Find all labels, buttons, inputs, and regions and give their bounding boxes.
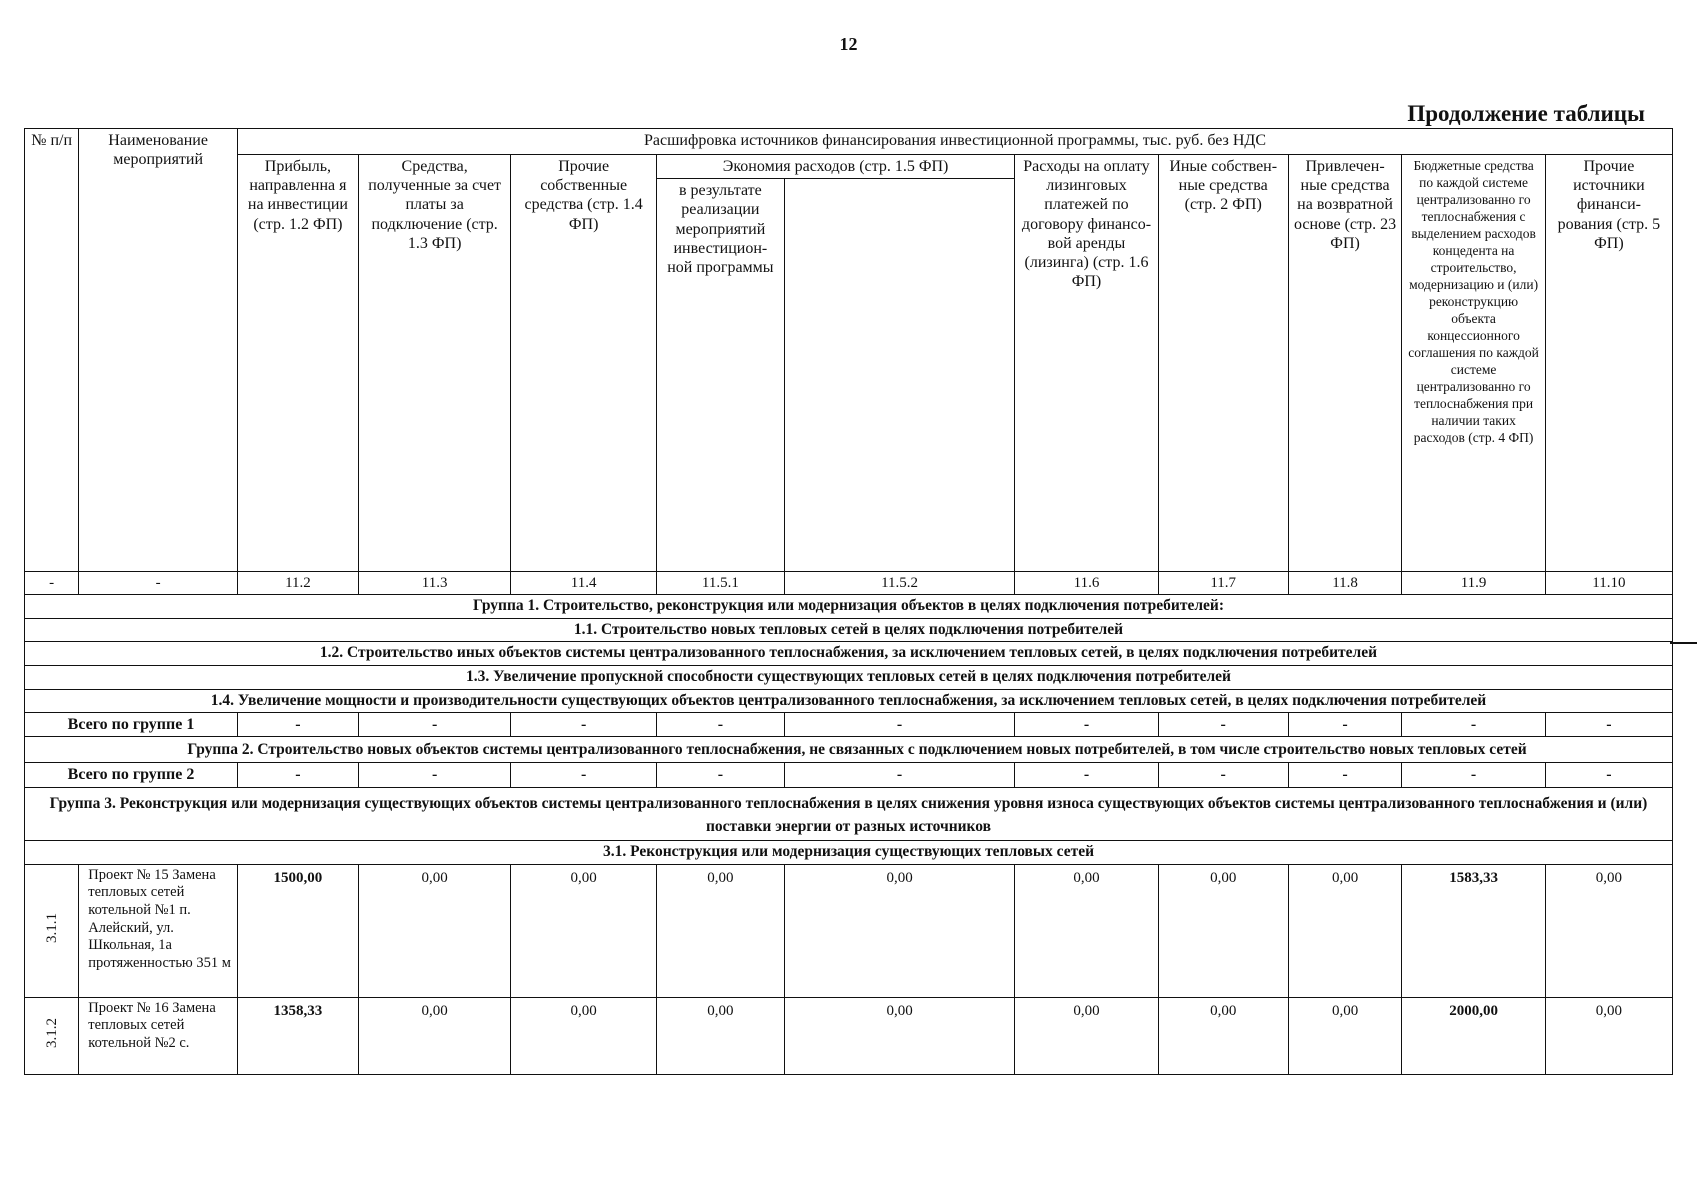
- total2-cell: -: [238, 763, 359, 787]
- header-other-sources: Прочие источники финанси- рования (стр. 5 ФП): [1545, 155, 1672, 572]
- margin-mark: [1670, 642, 1697, 644]
- value-savings-1: 0,00: [656, 997, 784, 1074]
- total2-cell: -: [358, 763, 511, 787]
- header-savings: Экономия расходов (стр. 1.5 ФП): [656, 155, 1014, 179]
- colnum-10: 11.8: [1288, 572, 1402, 595]
- continuation-label: Продолжение таблицы: [1407, 101, 1645, 126]
- financing-table: [24, 128, 1673, 1075]
- section-1-1: 1.1. Строительство новых тепловых сетей в целях подключения потребителей: [25, 618, 1673, 642]
- header-group-title: Расшифровка источников финансирования инвестиционной программы, тыс. руб. без НДС: [238, 129, 1673, 155]
- total2-cell: -: [1158, 763, 1288, 787]
- row-number-text: 3.1.2: [43, 1018, 60, 1049]
- row-name: Проект № 16 Замена тепловых сетей котельной №2 с.: [79, 997, 238, 1074]
- total1-cell: -: [784, 713, 1014, 737]
- header-profit: Прибыль, направленна я на инвестиции (стр. 1.2 ФП): [238, 155, 359, 572]
- total2-cell: -: [1545, 763, 1672, 787]
- header-borrowed: Привлечен- ные средства на возвратной основе (стр. 23 ФП): [1288, 155, 1402, 572]
- total1-cell: -: [238, 713, 359, 737]
- total2-cell: -: [1402, 763, 1545, 787]
- total1-cell: -: [511, 713, 656, 737]
- section-group2: Группа 2. Строительство новых объектов системы централизованного теплоснабжения, не связанных с подключением новых потребителей, в том числе строительство новых тепловых сетей: [25, 737, 1673, 763]
- colnum-11: 11.9: [1402, 572, 1545, 595]
- total1-cell: -: [656, 713, 784, 737]
- section-group1: Группа 1. Строительство, реконструкция или модернизация объектов в целях подключения потребителей:: [25, 595, 1673, 619]
- value-borrowed: 0,00: [1288, 997, 1402, 1074]
- total-group1-label: Всего по группе 1: [25, 713, 238, 737]
- value-connection: 0,00: [358, 864, 511, 997]
- value-leasing: 0,00: [1015, 997, 1158, 1074]
- row-number-text: 3.1.1: [43, 913, 60, 944]
- value-profit: 1500,00: [238, 864, 359, 997]
- header-other-own: Прочие собственные средства (стр. 1.4 ФП): [511, 155, 656, 572]
- header-name: Наименование мероприятий: [79, 129, 238, 572]
- total2-cell: -: [656, 763, 784, 787]
- total2-cell: -: [1015, 763, 1158, 787]
- total1-cell: -: [358, 713, 511, 737]
- section-3-1: 3.1. Реконструкция или модернизация существующих тепловых сетей: [25, 841, 1673, 865]
- value-other-own2: 0,00: [1158, 864, 1288, 997]
- header-savings-sub1: в результате реализации мероприятий инвестицион- ной программы: [656, 179, 784, 572]
- header-budget: Бюджетные средства по каждой системе централизованно го теплоснабжения с выделением расходов концедента на строительство, модернизацию и (или) реконструкцию объекта концессионного соглашения по каждой системе централизованно го теплоснабжения при наличии таких расходов (стр. 4 ФП): [1402, 155, 1545, 572]
- value-other-sources: 0,00: [1545, 997, 1672, 1074]
- colnum-9: 11.7: [1158, 572, 1288, 595]
- header-leasing: Расходы на оплату лизинговых платежей по договору финансо-вой аренды (лизинга) (стр. 1.6 ФП): [1015, 155, 1158, 572]
- value-other-own2: 0,00: [1158, 997, 1288, 1074]
- total1-cell: -: [1545, 713, 1672, 737]
- value-savings-2: 0,00: [784, 864, 1014, 997]
- colnum-8: 11.6: [1015, 572, 1158, 595]
- total1-cell: -: [1288, 713, 1402, 737]
- total2-cell: -: [1288, 763, 1402, 787]
- row-name: Проект № 15 Замена тепловых сетей котельной №1 п. Алейский, ул. Школьная, 1а протяженностью 351 м: [79, 864, 238, 997]
- value-profit: 1358,33: [238, 997, 359, 1074]
- value-leasing: 0,00: [1015, 864, 1158, 997]
- value-other-own: 0,00: [511, 864, 656, 997]
- value-other-sources: 0,00: [1545, 864, 1672, 997]
- total2-cell: -: [784, 763, 1014, 787]
- value-savings-1: 0,00: [656, 864, 784, 997]
- colnum-2: -: [79, 572, 238, 595]
- header-other-own2: Иные собствен-ные средства (стр. 2 ФП): [1158, 155, 1288, 572]
- colnum-5: 11.4: [511, 572, 656, 595]
- colnum-3: 11.2: [238, 572, 359, 595]
- total-group2-label: Всего по группе 2: [25, 763, 238, 787]
- header-savings-sub2: [784, 179, 1014, 572]
- section-group3: Группа 3. Реконструкция или модернизация существующих объектов системы централизованного теплоснабжения в целях снижения уровня износа существующих объектов системы централизованного теплоснабжения и (или) поставки энергии от разных источников: [25, 787, 1673, 841]
- total1-cell: -: [1015, 713, 1158, 737]
- colnum-12: 11.10: [1545, 572, 1672, 595]
- section-1-3: 1.3. Увеличение пропускной способности существующих тепловых сетей в целях подключения потребителей: [25, 665, 1673, 689]
- colnum-4: 11.3: [358, 572, 511, 595]
- colnum-6: 11.5.1: [656, 572, 784, 595]
- value-budget: 2000,00: [1402, 997, 1545, 1074]
- value-budget: 1583,33: [1402, 864, 1545, 997]
- total1-cell: -: [1402, 713, 1545, 737]
- value-borrowed: 0,00: [1288, 864, 1402, 997]
- total2-cell: -: [511, 763, 656, 787]
- total1-cell: -: [1158, 713, 1288, 737]
- table-row: [25, 864, 1673, 997]
- section-1-2: 1.2. Строительство иных объектов системы централизованного теплоснабжения, за исключением тепловых сетей, в целях подключения потребителей: [25, 642, 1673, 666]
- header-num: № п/п: [25, 129, 79, 572]
- page-number: 12: [839, 34, 858, 54]
- value-connection: 0,00: [358, 997, 511, 1074]
- table-row: [25, 997, 1673, 1074]
- row-number: [25, 997, 79, 1074]
- header-connection: Средства, полученные за счет платы за подключение (стр. 1.3 ФП): [358, 155, 511, 572]
- colnum-7: 11.5.2: [784, 572, 1014, 595]
- colnum-1: -: [25, 572, 79, 595]
- value-savings-2: 0,00: [784, 997, 1014, 1074]
- row-number: [25, 864, 79, 997]
- value-other-own: 0,00: [511, 997, 656, 1074]
- section-1-4: 1.4. Увеличение мощности и производительности существующих объектов централизованного теплоснабжения, за исключением тепловых сетей, в целях подключения потребителей: [25, 689, 1673, 713]
